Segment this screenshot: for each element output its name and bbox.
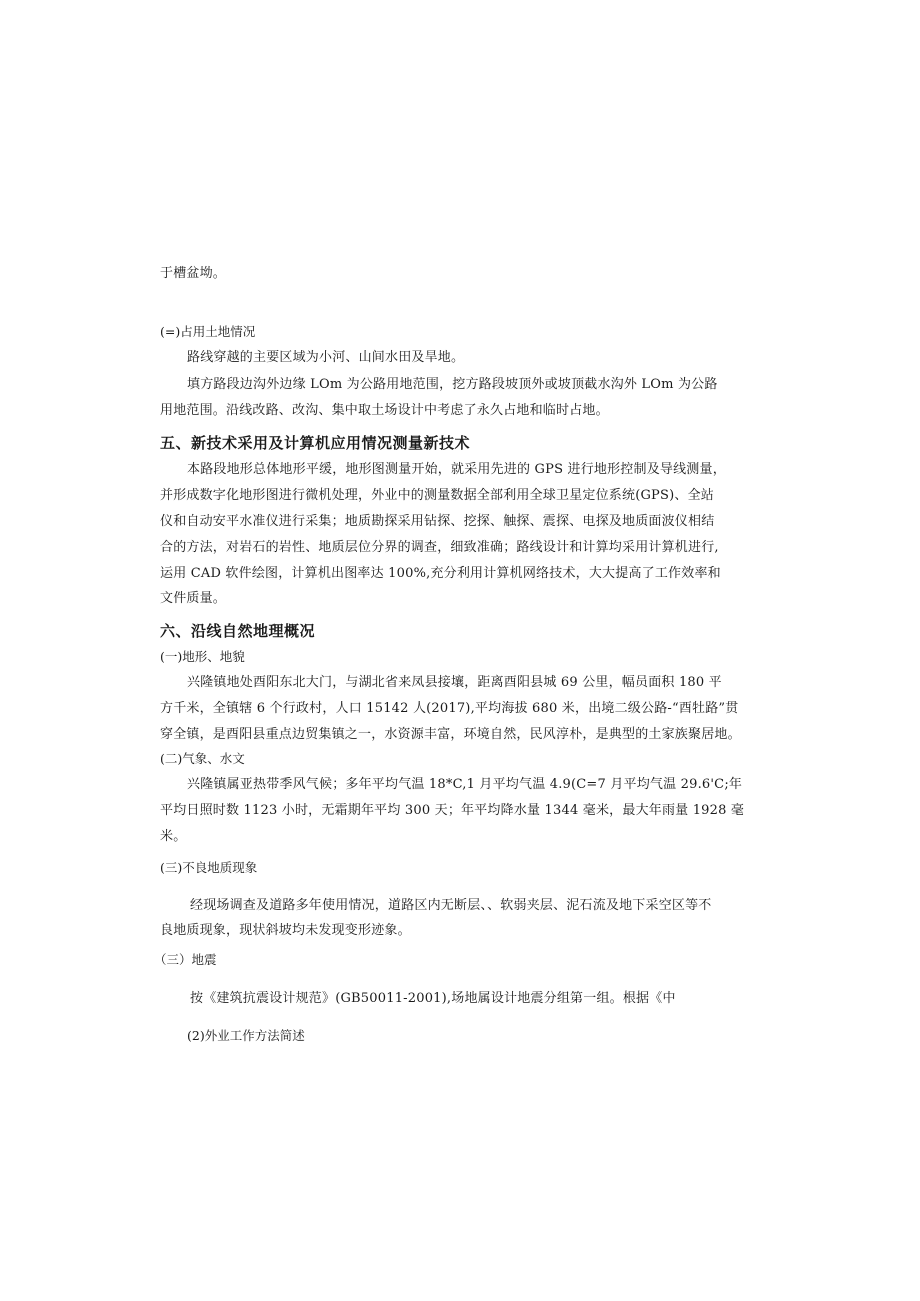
land-use-subheading: (=)占用土地情况 bbox=[160, 324, 256, 339]
section-5-line: 本路段地形总体地形平缓，地形图测量开始，就采用先进的 GPS 进行地形控制及导线测量， bbox=[187, 462, 726, 477]
terrain-subheading: (一)地形、地貌 bbox=[160, 649, 245, 664]
climate-subheading: (二)气象、水文 bbox=[160, 751, 245, 766]
geology-line: 经现场调查及道路多年使用情况，道路区内无断层、、软弱夹层、泥石流及地下采空区等不 bbox=[190, 898, 712, 913]
section-5-line: 运用 CAD 软件绘图，计算机出图率达 100%,充分利用计算机网络技术，大大提高了工作效率和 bbox=[160, 566, 721, 581]
section-5-line: 仪和自动安平水准仪进行采集；地质勘探采用钻探、挖探、触探、震探、电探及地质面波仪相结 bbox=[160, 514, 715, 529]
section-5-heading: 五、新技术采用及计算机应用情况测量新技术 bbox=[160, 434, 471, 452]
terrain-line: 兴隆镇地处酉阳东北大门，与湖北省来凤县接壤，距离酉阳县城 69 公里，幅员面积 180 平 bbox=[187, 675, 722, 690]
top-fragment-text: 于槽盆坳。 bbox=[160, 266, 227, 281]
section-6-heading: 六、沿线自然地理概况 bbox=[160, 622, 316, 640]
land-use-paragraph-2-line-1: 填方路段边沟外边缘 LOm 为公路用地范围，挖方路段坡顶外或坡顶截水沟外 LOm 为公路 bbox=[187, 377, 718, 392]
climate-line: 兴隆镇属亚热带季风气候；多年平均气温 18*C,1 月平均气温 4.9(C=7 月平均气温 29.6'C;年 bbox=[187, 777, 743, 792]
earthquake-line: 按《建筑抗震设计规范》(GB50011-2001),场地属设计地震分组第一组。根据《中 bbox=[190, 991, 676, 1006]
earthquake-subheading: （三）地震 bbox=[154, 952, 217, 967]
section-5-line: 合的方法，对岩石的岩性、地质层位分界的调查，细致准确；路线设计和计算均采用计算机进行, bbox=[160, 540, 719, 555]
field-work-subheading: (2)外业工作方法简述 bbox=[187, 1028, 305, 1043]
land-use-paragraph-1: 路线穿越的主要区域为小河、山间水田及旱地。 bbox=[187, 350, 465, 365]
climate-line: 米。 bbox=[160, 829, 187, 844]
section-5-line: 并形成数字化地形图进行微机处理，外业中的测量数据全部利用全球卫星定位系统(GPS)、全站 bbox=[160, 488, 714, 503]
terrain-line: 穿全镇，是酉阳县重点边贸集镇之一，水资源丰富，环境自然，民风淳朴，是典型的土家族聚居地。 bbox=[160, 727, 741, 742]
geology-subheading: (三)不良地质现象 bbox=[160, 860, 258, 875]
geology-line: 良地质现象，现状斜坡均未发现变形迹象。 bbox=[160, 923, 411, 938]
terrain-line: 方千米，全镇辖 6 个行政村，人口 15142 人(2017),平均海拔 680 米，出境二级公路-“酉牡路”贯 bbox=[160, 701, 739, 716]
climate-line: 平均日照时数 1123 小时，无霜期年平均 300 天；年平均降水量 1344 毫米，最大年雨量 1928 毫 bbox=[160, 803, 745, 818]
section-5-line: 文件质量。 bbox=[160, 591, 227, 606]
land-use-paragraph-2-line-2: 用地范围。沿线改路、改沟、集中取土场设计中考虑了永久占地和临时占地。 bbox=[160, 403, 609, 418]
